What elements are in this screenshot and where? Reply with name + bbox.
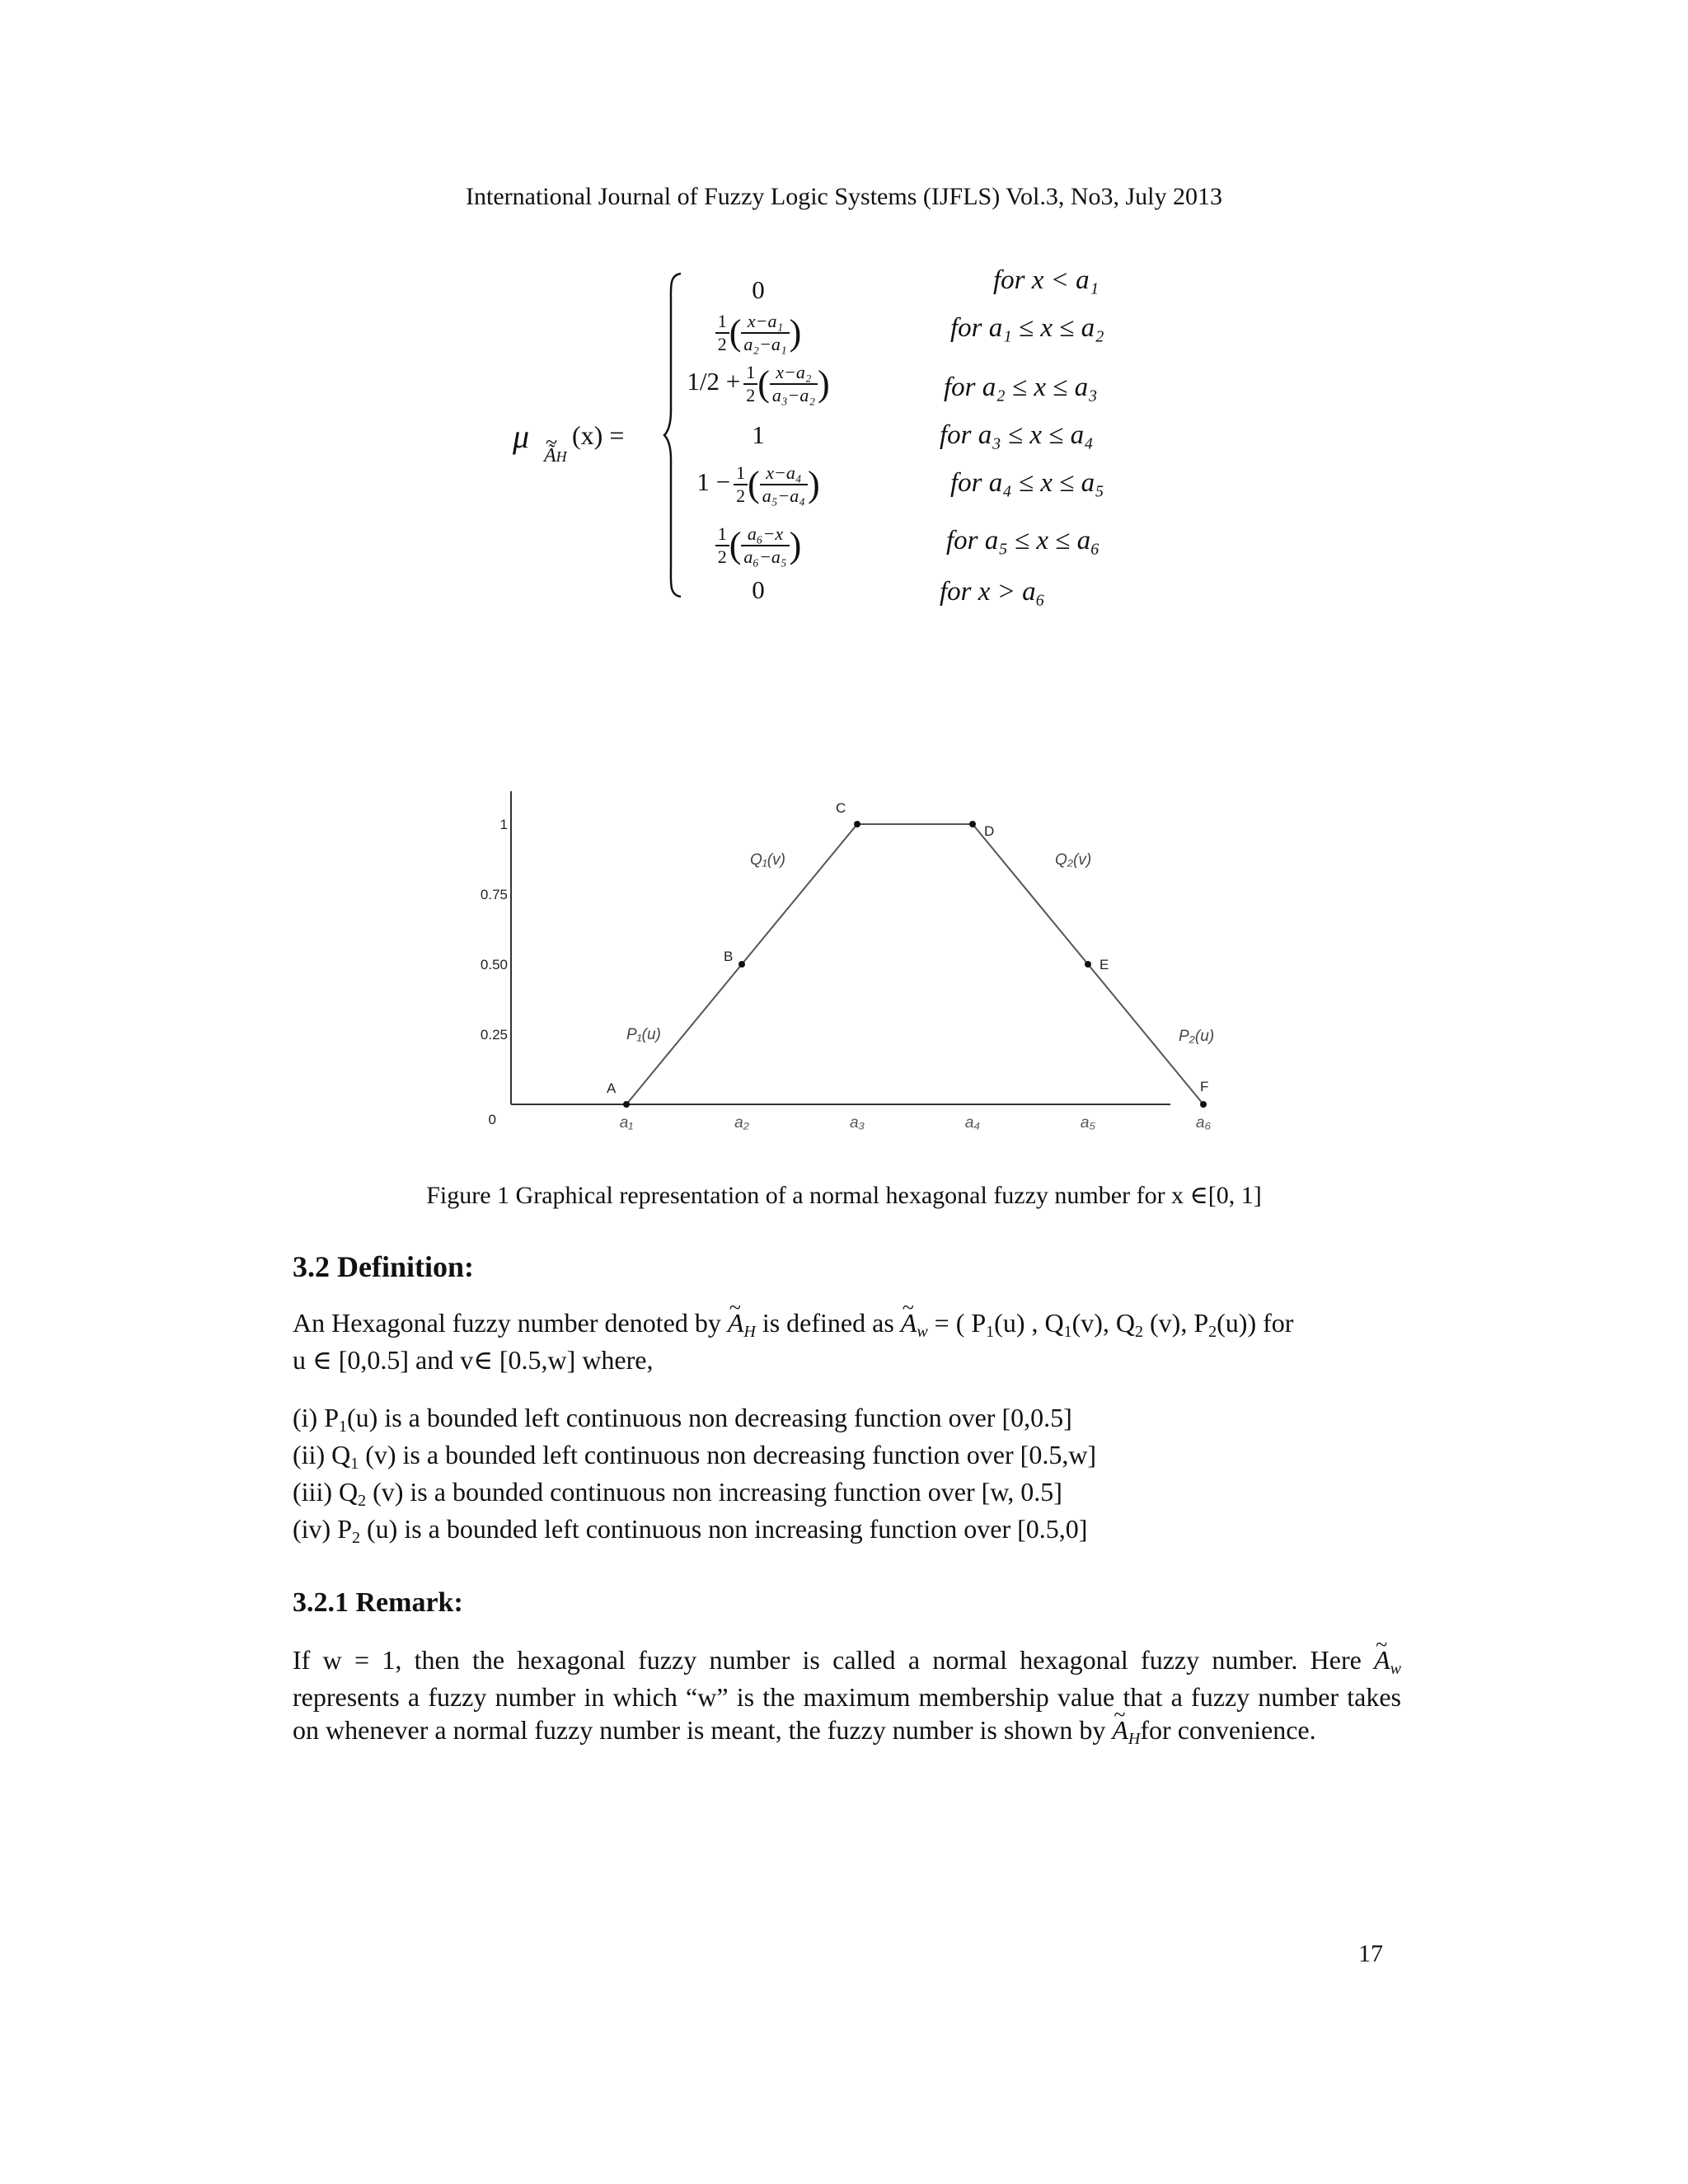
case-condition: for a₃ ≤ x ≤ a₄ bbox=[940, 420, 1094, 450]
case-expression: $\frac{1}{2}$ ( $\frac{\text{x−a₁}}{\text{a₂−a₁}}$ ) bbox=[676, 312, 841, 354]
condition-item: (iii) Q2 (v) is a bounded continuous non increasing function over [w, 0.5] bbox=[293, 1477, 1062, 1510]
condition-item: (iv) P2 (u) is a bounded left continuous non increasing function over [0.5,0] bbox=[293, 1514, 1088, 1547]
coefficient-one-half: $\frac{1}{2}$ bbox=[743, 363, 757, 405]
lhs-subscript-sub: H bbox=[556, 448, 567, 465]
section-heading: 3.2 Definition: bbox=[293, 1250, 474, 1283]
y-tick-label: 0 bbox=[488, 1112, 496, 1127]
y-tick-label: 0.75 bbox=[480, 887, 508, 902]
lhs-rest: (x) = bbox=[572, 420, 625, 450]
case-condition: for x < a₁ bbox=[993, 265, 1100, 295]
x-tick-label: a₄ bbox=[964, 1114, 981, 1132]
lhs-subscript: ~ Ã bbox=[544, 445, 556, 467]
vertex-label: E bbox=[1100, 957, 1109, 972]
running-header: International Journal of Fuzzy Logic Systems (IJFLS) Vol.3, No3, July 2013 bbox=[466, 183, 1222, 210]
vertex-point bbox=[1200, 1101, 1207, 1108]
vertex-label: B bbox=[724, 949, 734, 964]
x-tick-label: a₆ bbox=[1195, 1114, 1212, 1132]
case-condition: for a₅ ≤ x ≤ a₆ bbox=[946, 526, 1100, 555]
mu-symbol: μ bbox=[513, 418, 530, 455]
case-condition: for a₂ ≤ x ≤ a₃ bbox=[944, 373, 1098, 402]
x-tick-label: a₃ bbox=[849, 1114, 865, 1132]
condition-item: (i) P1(u) is a bounded left continuous non decreasing function over [0,0.5] bbox=[293, 1403, 1072, 1436]
segment-label: P₂(u) bbox=[1179, 1028, 1215, 1045]
coefficient-one-half: $\frac{1}{2}$ bbox=[715, 312, 729, 354]
y-tick-label: 0.25 bbox=[480, 1027, 508, 1043]
figure-caption: Figure 1 Graphical representation of a normal hexagonal fuzzy number for x ∈[0, 1] bbox=[426, 1182, 1262, 1209]
x-tick-label: a₁ bbox=[619, 1114, 634, 1132]
vertex-label: F bbox=[1200, 1079, 1209, 1094]
remark-paragraph: If w = 1, then the hexagonal fuzzy number is called a normal hexagonal fuzzy number. Here ~ Aw represents a fuzzy number in which “w” is the maximum membership value that a fuzzy number takes on whenever a normal fuzzy number is meant, the fuzzy number is shown by ~ AHfor convenience. bbox=[293, 1643, 1401, 1750]
vertex-point bbox=[738, 961, 745, 968]
case-expression: $\frac{1}{2}$ ( $\frac{\text{a₆−x}}{\text{a₆−a₅}}$ ) bbox=[676, 524, 841, 566]
x-tick-label: a₅ bbox=[1080, 1114, 1096, 1132]
vertex-point bbox=[1085, 961, 1091, 968]
case-condition: for x > a₆ bbox=[940, 577, 1046, 607]
vertex-label: D bbox=[984, 823, 995, 839]
vertex-point bbox=[623, 1101, 630, 1108]
definition-paragraph bbox=[293, 1306, 1401, 1376]
membership-line bbox=[626, 824, 1203, 1104]
segment-label: P₁(u) bbox=[626, 1026, 661, 1043]
vertex-label: C bbox=[836, 800, 846, 816]
case-expression: 1 − $\frac{1}{2}$ ( $\frac{\text{x−a₄}}{\text{a₅−a₄}}$ ) bbox=[696, 462, 820, 506]
case-expression: 1 bbox=[752, 420, 765, 449]
y-tick-label: 0.50 bbox=[480, 957, 508, 972]
case-expression: 1/2 + $\frac{1}{2}$ ( $\frac{\text{x−a₂}}{\text{a₃−a₂}}$ ) bbox=[687, 361, 830, 405]
subsection-heading: 3.2.1 Remark: bbox=[293, 1587, 463, 1618]
definition-line-2: u ∈ [0,0.5] and v∈ [0.5,w] where, bbox=[293, 1345, 654, 1375]
segment-label: Q₂(v) bbox=[1055, 851, 1092, 869]
segment-label: Q₁(v) bbox=[750, 851, 785, 869]
coefficient-one-half: $\frac{1}{2}$ bbox=[734, 464, 748, 505]
vertex-point bbox=[969, 821, 976, 827]
hexagonal-fuzzy-number-chart bbox=[462, 775, 1215, 1137]
conditions-list bbox=[293, 1401, 1401, 1549]
coefficient-one-half: $\frac{1}{2}$ bbox=[715, 525, 729, 566]
case-condition: for a₁ ≤ x ≤ a₂ bbox=[950, 313, 1104, 343]
page-number: 17 bbox=[1358, 1940, 1383, 1967]
condition-item: (ii) Q1 (v) is a bounded left continuous non decreasing function over [0.5,w] bbox=[293, 1440, 1097, 1473]
formula-lhs bbox=[513, 417, 625, 466]
x-tick-label: a₂ bbox=[734, 1114, 749, 1132]
case-expression: 0 bbox=[752, 575, 765, 604]
definition-line-1: An Hexagonal fuzzy number denoted by ~ AH is defined as ~ Aw = ( P1(u) , Q1(v), Q2 (v), P2(u)) for bbox=[293, 1306, 1401, 1343]
vertex-point bbox=[854, 821, 860, 827]
y-tick-label: 1 bbox=[499, 817, 508, 832]
case-condition: for a₄ ≤ x ≤ a₅ bbox=[950, 468, 1104, 498]
vertex-label: A bbox=[607, 1080, 617, 1096]
case-expression: 0 bbox=[752, 275, 765, 304]
